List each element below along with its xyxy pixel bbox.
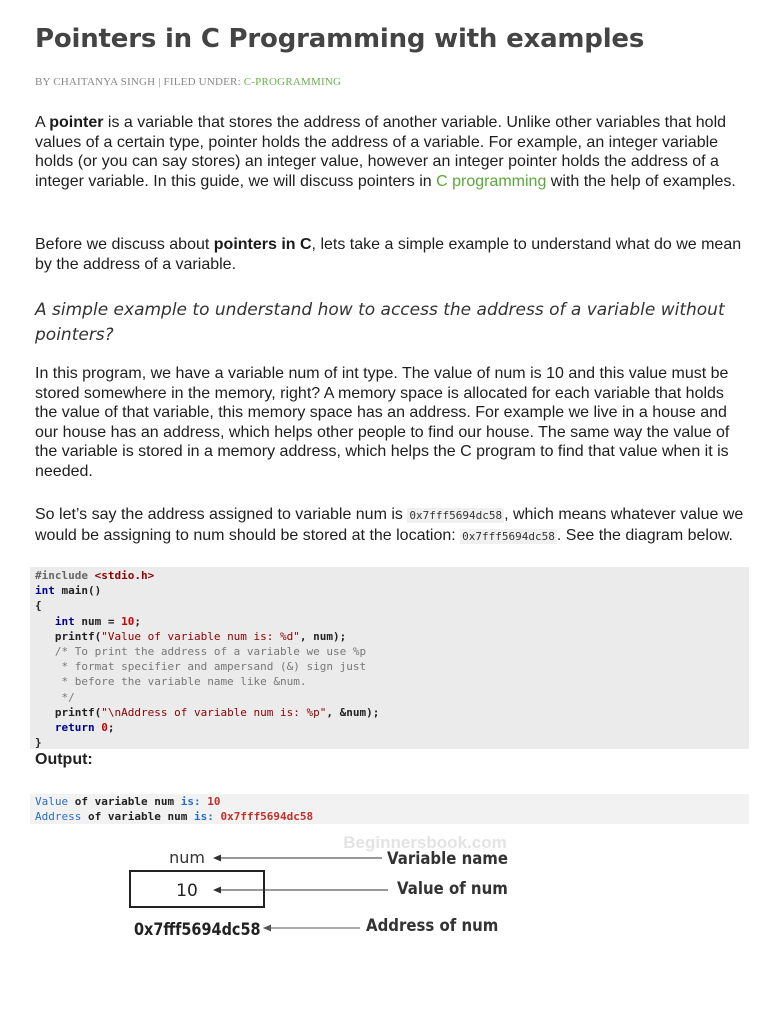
second-paragraph (35, 235, 747, 274)
output-token: of variable num (68, 795, 181, 808)
code-token: ; (134, 614, 141, 628)
memory-diagram (0, 826, 768, 946)
code-token: return (54, 721, 95, 735)
address-text: 0x7fff5694dc58 (134, 918, 261, 940)
text-span: A (35, 114, 50, 131)
text-span: Before we discuss about (35, 236, 214, 253)
code-token: <stdio.h> (94, 569, 155, 582)
code-comment: /* To print the address of a variable we use %p (54, 645, 367, 659)
code-block (30, 567, 749, 749)
value-text: 10 (176, 881, 198, 901)
inline-address: 0x7fff5694dc58 (409, 509, 503, 522)
text-span: is a variable that stores the address of another variable. Unlike other variables that hold values of a certain type, pointer holds the address of a variable. For example, an integer variable holds (or you can say stores) an integer value, however an integer pointer holds the address of a integer variable. In this guide, we will discuss pointers in (35, 114, 727, 190)
code-token: ; (107, 721, 115, 735)
address-caption: Address of num (366, 915, 499, 936)
watermark-text: Beginnersbook.com (343, 833, 507, 852)
output-token: 10 (200, 795, 221, 808)
code-token: 10 (121, 614, 135, 628)
article-title: Pointers in C Programming with examples (35, 24, 645, 54)
code-token: int (54, 614, 75, 628)
bold-term-pointer: pointer (49, 114, 104, 131)
section-subheading: A simple example to understand how to access the address of a variable without pointers? (35, 300, 725, 345)
text-span: with the help of examples. (546, 172, 736, 190)
third-paragraph: In this program, we have a variable num of int type. The value of num is 10 and this value must be stored somewhere in the memory, right? A memory space is allocated for each variable that holds the value of that variable, this memory space has an address. For example we live in a house and our house has an address, which helps other people to find our house. The same way the value of the variable is stored in a memory address, which helps the C program to find that value when it is needed. (35, 365, 730, 480)
code-token: , &num); (326, 705, 380, 719)
fourth-paragraph (35, 505, 747, 546)
code-token: "Value of variable num is: %d" (101, 629, 300, 643)
code-comment: * format specifier and ampersand (&) sign just (54, 660, 367, 674)
code-token: printf( (54, 629, 102, 643)
arrow-head (213, 855, 221, 862)
output-listing (35, 794, 313, 824)
text-span: . See the diagram below. (556, 526, 733, 544)
text-span: , which means whatever value we would be assigning to num should be stored at the location: (35, 506, 744, 544)
output-token: is: (193, 810, 214, 824)
code-token: num = (74, 614, 122, 628)
code-token: printf( (54, 705, 102, 719)
byline (35, 76, 341, 88)
bold-term-pointers-in-c: pointers in C (213, 236, 312, 253)
code-token: 0 (101, 721, 108, 735)
output-heading: Output: (35, 751, 93, 768)
code-comment: * before the variable name like &num. (54, 675, 307, 689)
arrow-head (213, 887, 221, 894)
code-comment: */ (54, 690, 75, 704)
output-token: is: (180, 795, 201, 808)
category-link[interactable]: C-PROGRAMMING (243, 76, 342, 88)
byline-author: BY CHAITANYA SINGH | FILED UNDER: (35, 76, 244, 88)
text-span: So let’s say the address assigned to variable num is (35, 506, 408, 523)
c-programming-link[interactable]: C programming (436, 172, 547, 190)
code-token: { (35, 599, 42, 613)
code-token: #include (35, 569, 88, 582)
output-token: of variable num (81, 810, 194, 824)
output-token: Address (35, 810, 82, 824)
arrow-head (263, 925, 271, 932)
value-caption: Value of num (397, 878, 508, 899)
variable-name-label: num (169, 848, 205, 867)
variable-name-caption: Variable name (387, 848, 509, 869)
intro-paragraph (35, 113, 747, 191)
output-token: 0x7fff5694dc58 (213, 810, 314, 824)
output-token: Value (35, 795, 69, 808)
code-token: , num); (299, 629, 347, 643)
code-token: "\nAddress of variable num is: %p" (101, 705, 327, 719)
output-block (30, 794, 749, 824)
code-token: int (35, 584, 55, 598)
inline-address: 0x7fff5694dc58 (462, 529, 555, 543)
code-token: main() (54, 584, 102, 598)
code-listing (35, 568, 379, 750)
code-token: } (35, 736, 42, 750)
text-span: , lets take a simple example to understand what do we mean by the address of a variable. (35, 236, 742, 273)
